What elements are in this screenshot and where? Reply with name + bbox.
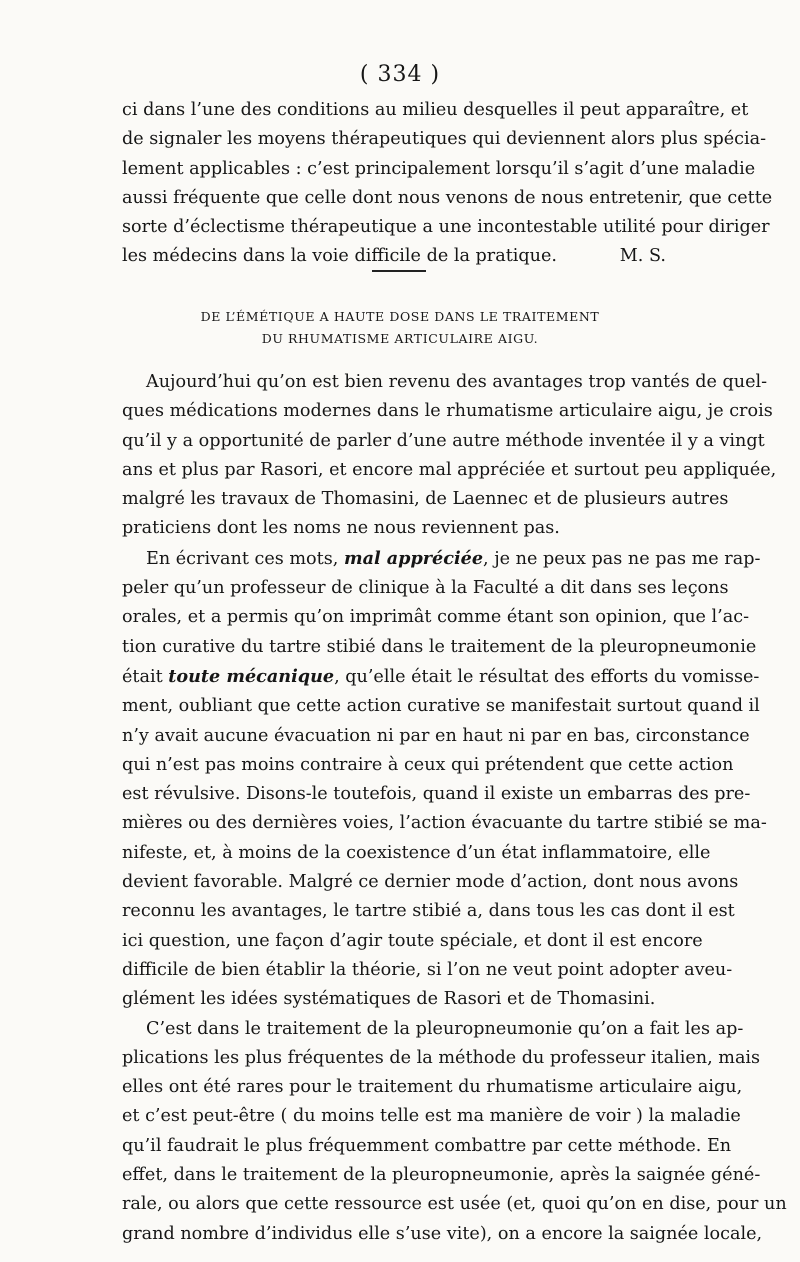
text-line: de signaler les moyens thérapeutiques qui deviennent alors plus spécia- xyxy=(122,129,767,150)
page-number: ( 334 ) xyxy=(359,62,441,87)
text-line: reconnu les avantages, le tartre stibié a, dans tous les cas dont il est xyxy=(122,901,735,922)
text-line: glément les idées systématiques de Rasori et de Thomasini. xyxy=(122,989,656,1010)
text-run: était xyxy=(122,666,163,687)
text-line: qu’il y a opportunité de parler d’une autre méthode inventée il y a vingt xyxy=(122,430,765,451)
text-line: est révulsive. Disons-le toutefois, quand il existe un embarras des pre- xyxy=(122,784,751,805)
text-run: En écrivant ces mots, xyxy=(146,548,339,569)
text-line: mières ou des dernières voies, l’action évacuante du tartre stibié se ma- xyxy=(122,813,767,834)
text-line: malgré les travaux de Thomasini, de Laennec et de plusieurs autres xyxy=(122,489,729,510)
text-line: elles ont été rares pour le traitement du rhumatisme articulaire aigu, xyxy=(122,1077,743,1098)
heading-line: DE L’ÉMÉTIQUE A HAUTE DOSE DANS LE TRAITEMENT xyxy=(200,309,600,324)
text-line: C’est dans le traitement de la pleuropneumonie qu’on a fait les ap- xyxy=(146,1018,744,1039)
article-body xyxy=(122,368,787,1249)
text-line: tion curative du tartre stibié dans le traitement de la pleuropneumonie xyxy=(122,636,757,657)
text-line: ques médications modernes dans le rhumatisme articulaire aigu, je crois xyxy=(122,401,773,422)
text-line: ment, oubliant que cette action curative se manifestait surtout quand il xyxy=(122,696,760,717)
signature-line xyxy=(122,242,680,271)
text-line: qui n’est pas moins contraire à ceux qui prétendent que cette action xyxy=(122,754,734,775)
text-line: qu’il faudrait le plus fréquemment combattre par cette méthode. En xyxy=(122,1135,732,1156)
emphasis-text: mal appréciée xyxy=(343,547,484,569)
text-line: n’y avait aucune évacuation ni par en haut ni par en bas, circonstance xyxy=(122,725,750,746)
text-line: orales, et a permis qu’on imprimât comme étant son opinion, que l’ac- xyxy=(122,607,750,628)
heading-line: DU RHUMATISME ARTICULAIRE AIGU. xyxy=(261,331,539,346)
text-line: ici question, une façon d’agir toute spéciale, et dont il est encore xyxy=(122,930,703,951)
text-line: Aujourd’hui qu’on est bien revenu des avantages trop vantés de quel- xyxy=(146,372,768,392)
text-line: ans et plus par Rasori, et encore mal appréciée et surtout peu appliquée, xyxy=(122,459,777,480)
text-line xyxy=(122,662,760,692)
text-line xyxy=(122,544,761,574)
text-line: peler qu’un professeur de clinique à la Faculté a dit dans ses leçons xyxy=(122,578,729,599)
article-heading xyxy=(150,306,650,350)
text-line: grand nombre d’individus elle s’use vite), on a encore la saignée locale, xyxy=(122,1223,763,1244)
text-line: effet, dans le traitement de la pleuropneumonie, après la saignée géné- xyxy=(122,1165,761,1186)
intro-paragraph xyxy=(122,96,773,272)
author-signature: M. S. xyxy=(619,246,666,267)
text-run: , je ne peux pas ne pas me rap- xyxy=(483,548,761,569)
text-line: et c’est peut-être ( du moins telle est ma manière de voir ) la maladie xyxy=(122,1106,741,1127)
text-line: sorte d’éclectisme thérapeutique a une incontestable utilité pour diriger xyxy=(122,217,770,238)
text-run: , qu’elle était le résultat des efforts du vomisse- xyxy=(334,666,760,687)
section-divider xyxy=(372,270,426,272)
text-line: lement applicables : c’est principalement lorsqu’il s’agit d’une maladie xyxy=(122,158,756,179)
emphasis-text: toute mécanique xyxy=(168,665,335,687)
text-line: praticiens dont les noms ne nous reviennent pas. xyxy=(122,518,560,539)
text-line: aussi fréquente que celle dont nous venons de nous entretenir, que cette xyxy=(122,187,773,208)
text-line: rale, ou alors que cette ressource est usée (et, quoi qu’on en dise, pour un xyxy=(122,1194,787,1215)
text-line: ci dans l’une des conditions au milieu desquelles il peut apparaître, et xyxy=(122,100,749,120)
text-line: difficile de bien établir la théorie, si l’on ne veut point adopter aveu- xyxy=(122,959,733,980)
text-line: les médecins dans la voie difficile de la pratique. xyxy=(122,246,557,267)
text-line: nifeste, et, à moins de la coexistence d’un état inflammatoire, elle xyxy=(122,842,711,863)
text-line: plications les plus fréquentes de la méthode du professeur italien, mais xyxy=(122,1047,761,1068)
text-line: devient favorable. Malgré ce dernier mode d’action, dont nous avons xyxy=(122,872,739,893)
